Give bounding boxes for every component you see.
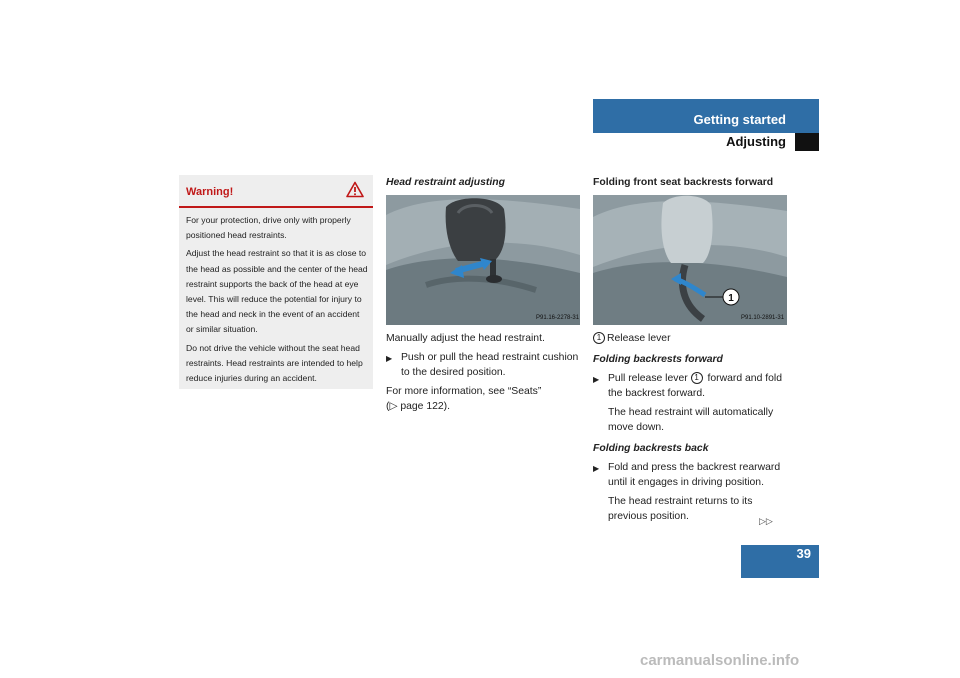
- legend-text: Release lever: [607, 333, 671, 344]
- bullet-text-end: forward and fold the backrest forward.: [608, 373, 782, 399]
- bullet-arrow-icon: ▶: [593, 464, 600, 473]
- bullet-text: Push or pull the head restraint cushion to the desired position.: [401, 352, 579, 378]
- section-heading: Folding front seat backrests forward: [593, 177, 774, 188]
- page-number: 39: [796, 546, 811, 561]
- bullet-text: [608, 371, 787, 401]
- bullet-text: Fold and press the backrest rearward until it engages in driving position.: [608, 462, 781, 488]
- callout-marker: 1: [691, 372, 703, 384]
- image-code: P91.16-2278-31: [536, 315, 580, 321]
- head-restraint-section: [386, 175, 580, 418]
- warning-paragraph: Do not drive the vehicle without the seat head restraints. Head restraints are intended to help reduce injuries during an accident.: [186, 342, 363, 384]
- warning-divider: [179, 206, 373, 208]
- legend-item: [593, 331, 787, 346]
- list-item: [593, 371, 787, 405]
- callout-number: 1: [728, 293, 734, 304]
- header-marker: [795, 133, 819, 151]
- warning-body: [186, 213, 368, 389]
- subsection-title: Adjusting: [726, 134, 786, 149]
- intro-text: Manually adjust the head restraint.: [386, 333, 545, 344]
- seat-release-photo: [593, 195, 787, 325]
- continued-marker: ▷▷: [759, 516, 773, 526]
- callout-marker: 1: [593, 332, 605, 344]
- page-reference: (▷ page 122).: [386, 401, 451, 412]
- warning-paragraph: For your protection, drive only with properly positioned head restraints.: [186, 215, 351, 241]
- bullet-arrow-icon: ▶: [593, 375, 600, 384]
- warning-title: Warning!: [186, 186, 234, 198]
- head-restraint-photo: [386, 195, 580, 325]
- subheading: Folding backrests back: [593, 443, 709, 454]
- note-text: The head restraint returns to its previous position.: [608, 496, 753, 522]
- more-info-text: For more information, see “Seats”: [386, 386, 542, 397]
- watermark: carmanualsonline.info: [640, 652, 800, 669]
- warning-paragraph: Adjust the head restraint so that it is as close to the head as possible and the center of the head restraint supports the back of the head at eye level. This will reduce the potential for injury to the head and neck in the event of an accident or similar situation.: [186, 248, 368, 335]
- section-heading: Head restraint adjusting: [386, 177, 505, 188]
- bullet-arrow-icon: ▶: [386, 354, 393, 363]
- subheading: Folding backrests forward: [593, 354, 723, 365]
- section-title: Getting started: [693, 112, 786, 127]
- list-item: [593, 460, 787, 494]
- warning-triangle-icon: [346, 181, 364, 203]
- bullet-text-start: Pull release lever: [608, 373, 688, 384]
- list-item: [386, 350, 580, 384]
- image-code: P91.10-2891-31: [741, 315, 785, 321]
- folding-section: [593, 175, 787, 528]
- note-text: The head restraint will automatically move down.: [608, 407, 774, 433]
